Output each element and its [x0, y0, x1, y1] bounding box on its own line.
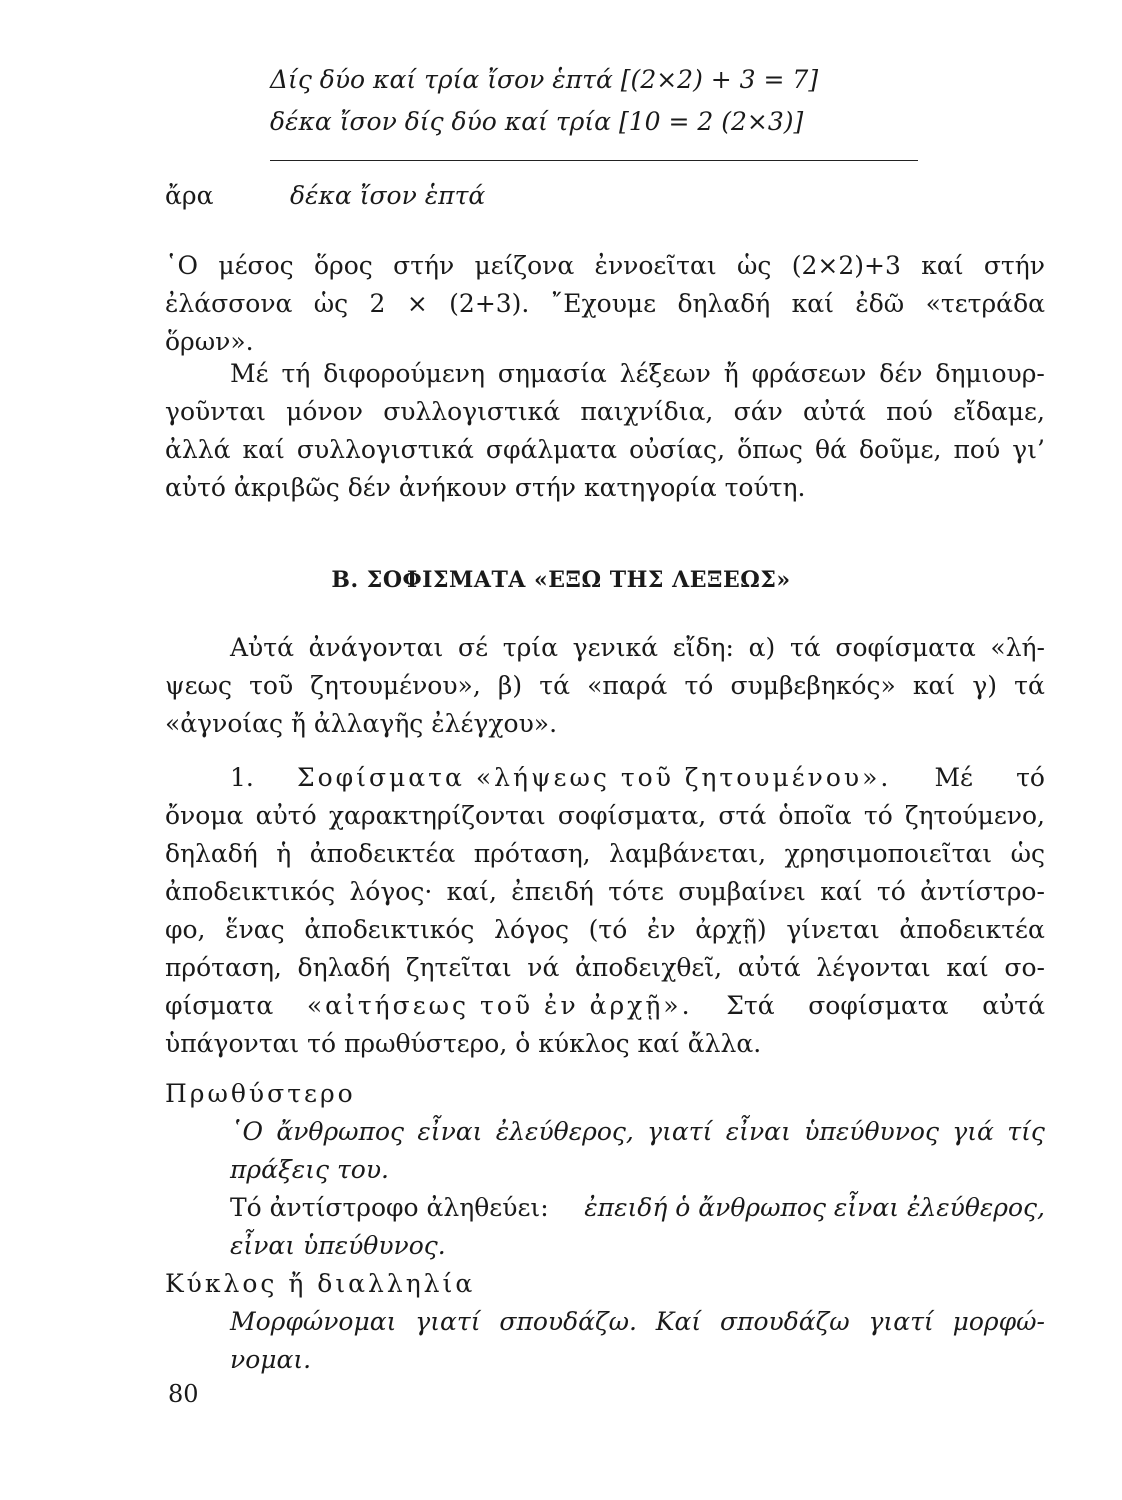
word: γ) — [972, 671, 998, 700]
word: (τό — [588, 915, 628, 944]
word: στήν — [393, 251, 455, 280]
word: αὐτό — [255, 801, 317, 830]
word: «τετράδα — [925, 289, 1045, 318]
word: νά — [527, 953, 560, 982]
word: πού — [886, 397, 933, 426]
word: στήν — [983, 251, 1045, 280]
word: 2 — [369, 289, 386, 318]
word: θά — [814, 435, 847, 464]
word: τρία — [502, 633, 558, 662]
word: ὡς — [1010, 839, 1045, 868]
word: ἀποδεικτικός — [304, 915, 475, 944]
word: αὐτά — [803, 397, 866, 426]
word: Μορφώνομαι — [230, 1307, 397, 1336]
word: πρόταση, — [473, 839, 591, 868]
word: ἐννοεῖται — [594, 251, 717, 280]
para4-word: φίσματα — [165, 991, 274, 1020]
word: εἴδη: — [672, 633, 734, 662]
word: γιατί — [647, 1117, 713, 1146]
word: εἴδαμε, — [953, 397, 1045, 426]
para2-line-3 — [165, 432, 1045, 468]
para4-line-2 — [165, 798, 1045, 834]
word: πρόταση, — [165, 953, 282, 982]
equation-rule — [270, 160, 918, 161]
word: «λή- — [990, 633, 1045, 662]
word: εἶναι — [417, 1117, 483, 1146]
word: οὐσίας, — [629, 435, 726, 464]
para3-line-2 — [165, 668, 1045, 704]
word: τό — [684, 671, 714, 700]
word: ῎Εχουμε — [550, 289, 657, 318]
word: δηλαδή — [297, 953, 391, 982]
word: Καί — [655, 1307, 702, 1336]
word: β) — [497, 671, 523, 700]
word: λέγονται — [816, 953, 931, 982]
para2-line-1 — [230, 356, 1045, 392]
word: λόγος — [494, 915, 569, 944]
word: × — [406, 289, 428, 318]
word: δέν — [879, 359, 923, 388]
word: τή — [281, 359, 311, 388]
word: γοῦνται — [165, 397, 266, 426]
word: καί, — [446, 877, 497, 906]
word: ἀντίστρο- — [920, 877, 1045, 906]
word: λέξεων — [619, 359, 711, 388]
word: δοῦμε, — [858, 435, 942, 464]
word: σφάλματα — [485, 435, 618, 464]
word: συμβεβηκός» — [730, 671, 896, 700]
word: ἀποδεικτικός — [165, 877, 336, 906]
para1-line-1 — [165, 248, 1045, 284]
word: φο, — [165, 915, 206, 944]
equation-line-1: Δίς δύο καί τρία ἴσον ἑπτά [(2×2) + 3 = 7] — [270, 65, 819, 94]
para4-line-3 — [165, 836, 1045, 872]
para4-term: «αἰτήσεως τοῦ ἐν ἀρχῇ». — [306, 991, 693, 1020]
word: δηλαδή — [165, 839, 258, 868]
word: (2+3). — [449, 289, 530, 318]
word: εἶναι — [725, 1117, 791, 1146]
word: γιά — [952, 1117, 994, 1146]
word: (2×2)+3 — [791, 251, 901, 280]
word: μέσος — [218, 251, 294, 280]
para4-term: Σοφίσματα «λήψεως τοῦ ζητουμένου». — [296, 763, 892, 792]
para4-line-4 — [165, 874, 1045, 910]
word: ἄνθρωπος — [276, 1117, 405, 1146]
equation-ara: ἄρα — [165, 181, 214, 210]
word: λόγος· — [349, 877, 433, 906]
proth-converse-line-2: εἶναι ὑπεύθυνος. — [230, 1231, 446, 1260]
word: ἤ — [723, 359, 739, 388]
word: ἡ — [276, 839, 292, 868]
word: τό — [863, 801, 893, 830]
word: συμβαίνει — [678, 877, 806, 906]
para4-line-8: ὑπάγονται τό πρωθύστερο, ὁ κύκλος καί ἄλλα. — [165, 1029, 762, 1058]
para4-line-1 — [230, 760, 1045, 796]
page-number: 80 — [168, 1380, 199, 1408]
word: α) — [748, 633, 776, 662]
word: γι’ — [1012, 435, 1045, 464]
word: δημιουρ- — [935, 359, 1045, 388]
para2-line-2 — [165, 394, 1045, 430]
word: τίς — [1007, 1117, 1045, 1146]
word: Μέ — [230, 359, 269, 388]
word: καί — [912, 671, 956, 700]
word: ἀποδεικτέα — [309, 839, 456, 868]
word: «παρά — [587, 671, 668, 700]
word: μόνον — [286, 397, 363, 426]
equation-line-2: δέκα ἴσον δίς δύο καί τρία [10 = 2 (2×3)] — [270, 107, 804, 136]
word: ἐδῶ — [855, 289, 905, 318]
word: καί — [921, 251, 964, 280]
word: ὁποῖα — [778, 801, 852, 830]
word: γενικά — [572, 633, 659, 662]
word: τά — [789, 633, 821, 662]
word: καί — [791, 289, 834, 318]
kyklos-example-line-2: νομαι. — [230, 1345, 312, 1374]
word: συλλογιστικά — [383, 397, 561, 426]
word: τότε — [608, 877, 664, 906]
word: ἀποδεικτέα — [899, 915, 1045, 944]
section-heading: Β. ΣΟΦΙΣΜΑΤΑ «ΕΞΩ ΤΗΣ ΛΕΞΕΩΣ» — [331, 567, 791, 593]
proth-example-line-2: πράξεις του. — [230, 1155, 389, 1184]
word: ἐλεύθερος, — [495, 1117, 634, 1146]
word: χαρακτηρίζονται — [328, 801, 546, 830]
word: ἐν — [646, 915, 676, 944]
word: μείζονα — [474, 251, 575, 280]
word: ῾Ο — [165, 251, 198, 280]
word: σοφίσματα — [835, 633, 976, 662]
word: δηλαδή — [677, 289, 771, 318]
word: τά — [1014, 671, 1045, 700]
word: τό — [876, 877, 906, 906]
proth-example-line-1 — [230, 1114, 1045, 1150]
word: καί — [946, 953, 989, 982]
word: σπουδάζω — [720, 1307, 850, 1336]
para4-line-5 — [165, 912, 1045, 948]
word: ζητεῖται — [406, 953, 512, 982]
word: ἀλλά — [165, 435, 231, 464]
para4-word: σοφίσματα — [808, 991, 949, 1020]
word: ὑπεύθυνος — [804, 1117, 939, 1146]
para3-line-3: «ἀγνοίας ἤ ἀλλαγῆς ἐλέγχου». — [165, 709, 558, 738]
word: ὅπως — [737, 435, 803, 464]
proth-label: Πρωθύστερο — [165, 1079, 356, 1108]
word: φράσεων — [751, 359, 867, 388]
word: τοῦ — [249, 671, 294, 700]
word: ἀποδειχθεῖ, — [575, 953, 723, 982]
word: καί — [242, 435, 285, 464]
para2-line-4: αὐτό ἀκριβῶς δέν ἀνήκουν στήν κατηγορία τούτη. — [165, 473, 806, 502]
word: καί — [820, 877, 863, 906]
word: σοφίσματα, — [557, 801, 707, 830]
word: σημασία — [497, 359, 607, 388]
word: σέ — [458, 633, 489, 662]
word: μορφώ- — [952, 1307, 1045, 1336]
word: ἀρχῇ) — [695, 915, 767, 944]
proth-converse-text: Τό ἀντίστροφο ἀληθεύει: — [230, 1193, 549, 1222]
word: ζητούμενο, — [904, 801, 1045, 830]
word: σπουδάζω. — [499, 1307, 637, 1336]
para4-word: τό — [1016, 763, 1045, 792]
word: τά — [539, 671, 570, 700]
para4-word: αὐτά — [982, 991, 1045, 1020]
word: στά — [718, 801, 767, 830]
word: γιατί — [415, 1307, 481, 1336]
word: ἐπειδή — [511, 877, 594, 906]
word: διφορούμενη — [323, 359, 485, 388]
kyklos-label: Κύκλος ἤ διαλληλία — [165, 1269, 476, 1298]
word: πού — [953, 435, 1001, 464]
word: συλλογιστικά — [296, 435, 474, 464]
proth-converse-line-1 — [230, 1190, 1045, 1226]
word: γίνεται — [786, 915, 880, 944]
word: ζητουμένου», — [310, 671, 481, 700]
word: ἕνας — [225, 915, 285, 944]
word: σάν — [733, 397, 783, 426]
word: ὡς — [313, 289, 349, 318]
word: παιχνίδια, — [580, 397, 714, 426]
word: ὅρος — [313, 251, 373, 280]
para3-line-1 — [230, 630, 1045, 666]
para4-line-6 — [165, 950, 1045, 986]
para4-number: 1. — [230, 763, 254, 792]
word: ψεως — [165, 671, 232, 700]
word: σο- — [1004, 953, 1045, 982]
word: ὄνομα — [165, 801, 244, 830]
para1-line-2 — [165, 286, 1045, 322]
para1-line-3: ὅρων». — [165, 327, 254, 356]
word: λαμβάνεται, — [609, 839, 767, 868]
word: αὐτά — [737, 953, 801, 982]
para4-line-7 — [165, 988, 1045, 1024]
word: ῾Ο — [230, 1117, 263, 1146]
word: χρησιμοποιεῖται — [784, 839, 993, 868]
para4-word: Στά — [726, 991, 775, 1020]
word: ἀνάγονται — [308, 633, 444, 662]
para4-word: Μέ — [934, 763, 973, 792]
word: γιατί — [868, 1307, 934, 1336]
word: ὡς — [737, 251, 772, 280]
kyklos-example-line-1 — [230, 1304, 1045, 1340]
equation-conclusion: δέκα ἴσον ἑπτά — [290, 181, 486, 210]
word: Αὐτά — [230, 633, 294, 662]
word: ἐλάσσονα — [165, 289, 293, 318]
proth-converse-italic: ἐπειδή ὁ ἄνθρωπος εἶναι ἐλεύθερος, — [584, 1193, 1045, 1222]
